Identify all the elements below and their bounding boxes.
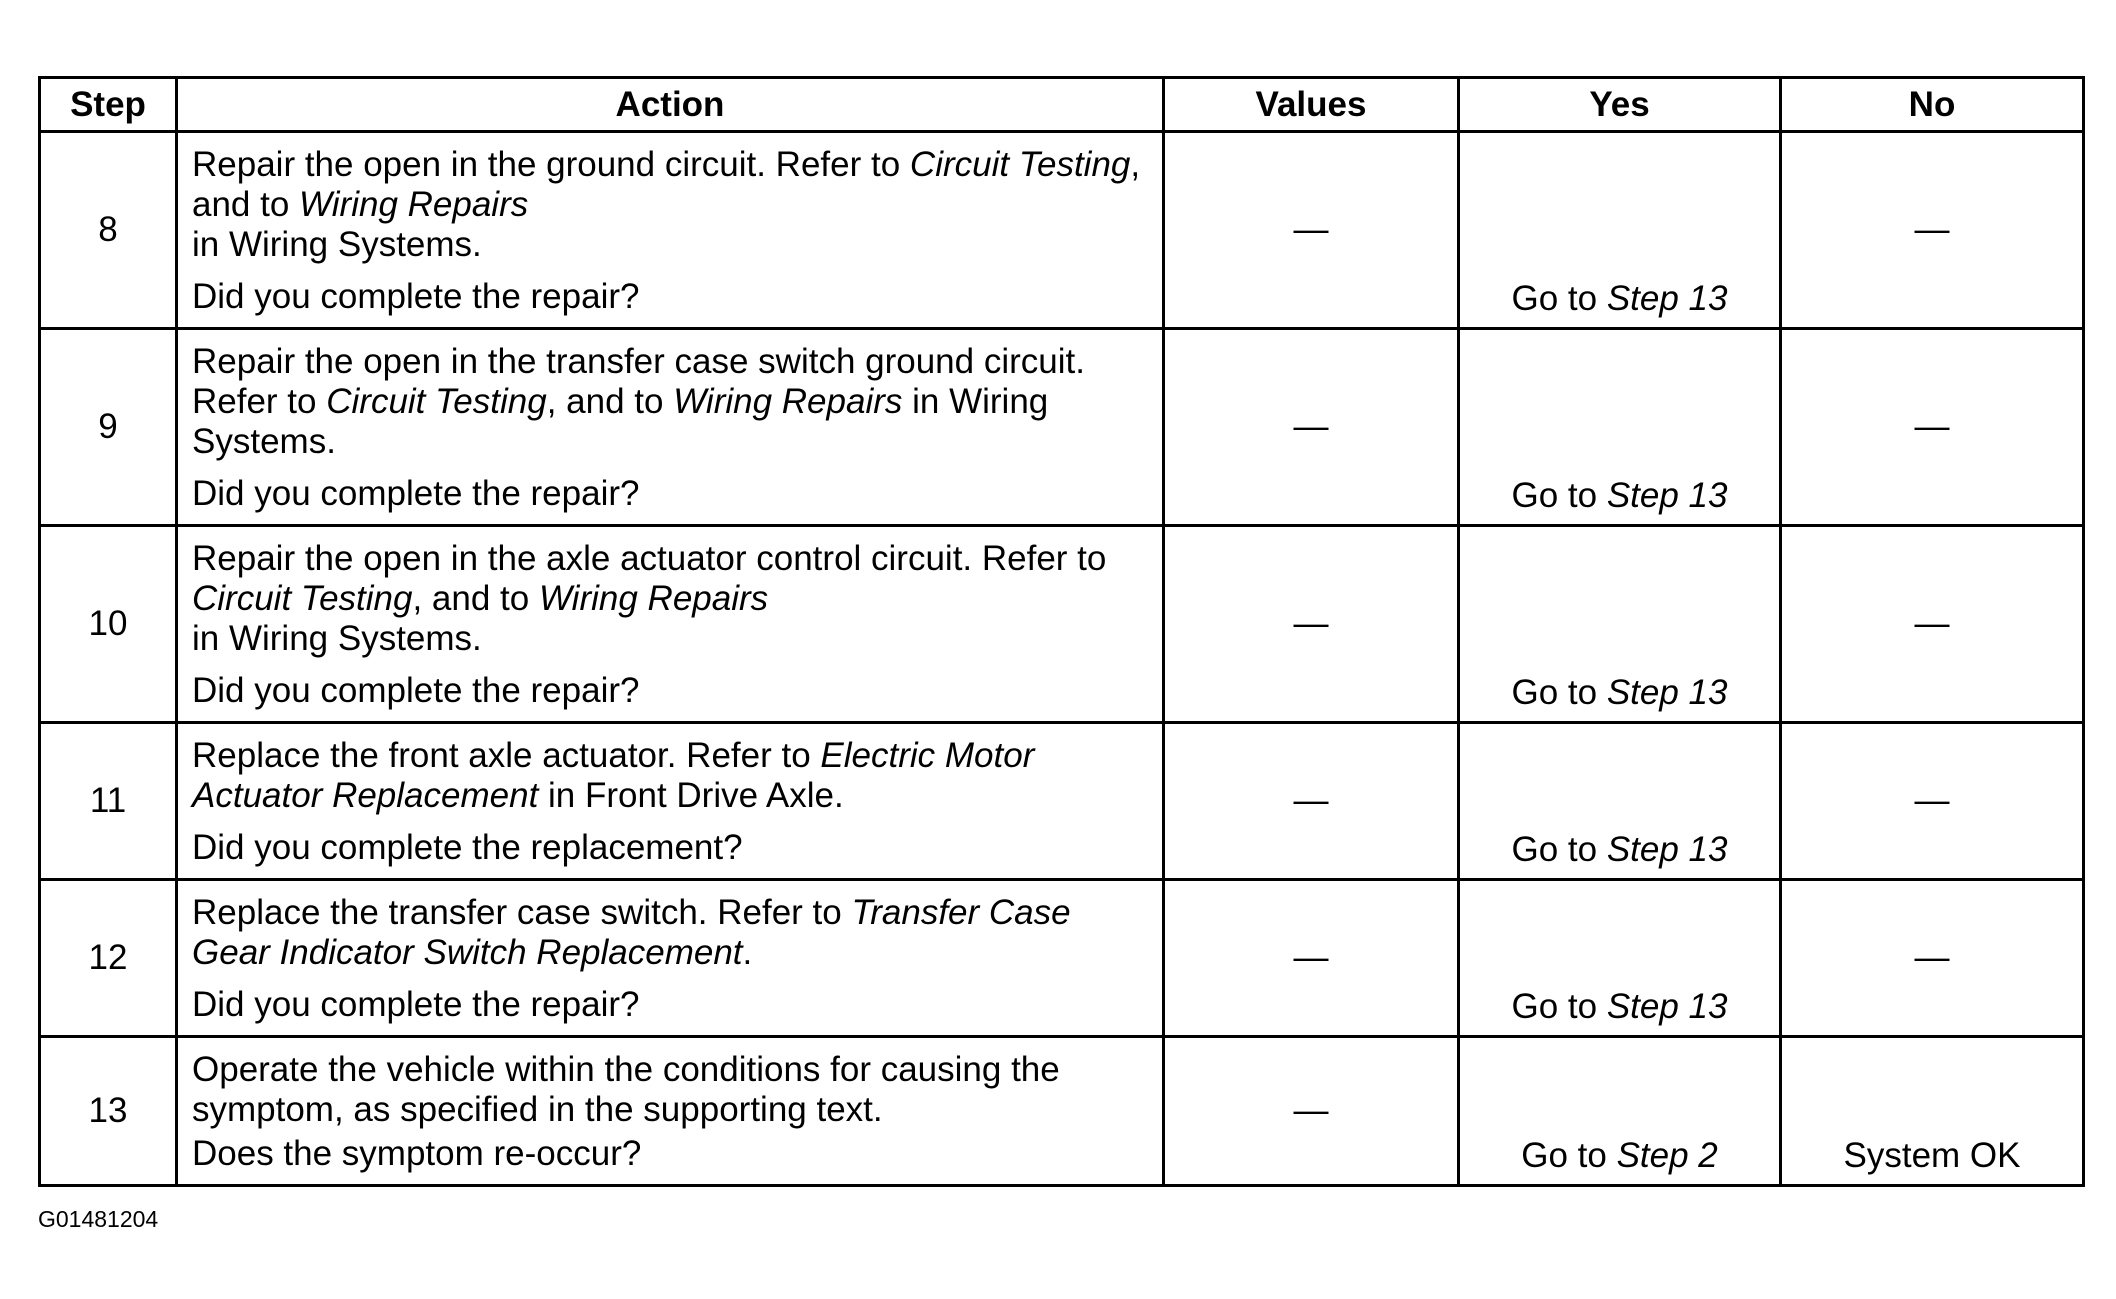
yes-cell	[1459, 1037, 1781, 1186]
yes-cell	[1459, 132, 1781, 329]
table-body	[40, 132, 2084, 1186]
header-values: Values	[1164, 78, 1459, 132]
values-cell: —	[1164, 723, 1459, 880]
yes-step-ref: Step 13	[1606, 279, 1728, 318]
action-cell	[177, 880, 1164, 1037]
values-cell: —	[1164, 526, 1459, 723]
yes-prefix: Go to	[1511, 830, 1607, 869]
action-question: Did you complete the repair?	[192, 671, 640, 710]
action-cell	[177, 723, 1164, 880]
header-yes: Yes	[1459, 78, 1781, 132]
reference-link-text: Wiring Repairs	[299, 185, 529, 224]
action-cell	[177, 1037, 1164, 1186]
no-cell: —	[1781, 526, 2084, 723]
yes-step-ref: Step 13	[1606, 987, 1728, 1026]
values-cell: —	[1164, 880, 1459, 1037]
table-row	[40, 329, 2084, 526]
action-cell	[177, 329, 1164, 526]
action-question: Did you complete the repair?	[192, 985, 640, 1024]
action-text: Repair the open in the ground circuit. Refer to Circuit Testing, and to Wiring Repairs in Wiring Systems.	[192, 145, 1141, 264]
yes-cell	[1459, 880, 1781, 1037]
action-text: Replace the front axle actuator. Refer to Electric Motor Actuator Replacement in Front Drive Axle.	[192, 736, 1035, 815]
step-number: 12	[40, 880, 177, 1037]
yes-cell	[1459, 329, 1781, 526]
action-text: Operate the vehicle within the conditions for causing the symptom, as specified in the supporting text.	[192, 1050, 1060, 1129]
reference-link-text: Circuit Testing	[326, 382, 547, 421]
action-question: Did you complete the repair?	[192, 277, 640, 316]
reference-link-text: Electric Motor Actuator Replacement	[192, 736, 1035, 815]
step-number: 8	[40, 132, 177, 329]
step-number: 10	[40, 526, 177, 723]
step-number: 13	[40, 1037, 177, 1186]
yes-step-ref: Step 13	[1606, 830, 1728, 869]
yes-prefix: Go to	[1511, 673, 1607, 712]
yes-prefix: Go to	[1511, 279, 1607, 318]
yes-step-ref: Step 13	[1606, 476, 1728, 515]
no-cell: —	[1781, 880, 2084, 1037]
table-row	[40, 526, 2084, 723]
yes-step-ref: Step 2	[1616, 1136, 1718, 1175]
no-cell: —	[1781, 723, 2084, 880]
yes-cell	[1459, 526, 1781, 723]
step-number: 11	[40, 723, 177, 880]
header-action: Action	[177, 78, 1164, 132]
no-cell: —	[1781, 132, 2084, 329]
header-step: Step	[40, 78, 177, 132]
no-cell: System OK	[1781, 1037, 2084, 1186]
header-no: No	[1781, 78, 2084, 132]
action-question: Did you complete the repair?	[192, 474, 640, 513]
action-cell	[177, 526, 1164, 723]
table-row	[40, 1037, 2084, 1186]
action-question: Does the symptom re-occur?	[192, 1134, 642, 1173]
yes-cell	[1459, 723, 1781, 880]
table-header-row	[40, 78, 2084, 132]
action-text: Repair the open in the transfer case switch ground circuit. Refer to Circuit Testing, and to Wiring Repairs in Wiring Systems.	[192, 342, 1085, 461]
reference-link-text: Transfer Case Gear Indicator Switch Replacement	[192, 893, 1071, 972]
yes-prefix: Go to	[1511, 476, 1607, 515]
table-row	[40, 723, 2084, 880]
yes-prefix: Go to	[1511, 987, 1607, 1026]
action-text: Replace the transfer case switch. Refer to Transfer Case Gear Indicator Switch Replacement.	[192, 893, 1071, 972]
values-cell: —	[1164, 132, 1459, 329]
table-row	[40, 880, 2084, 1037]
reference-link-text: Wiring Repairs	[673, 382, 903, 421]
step-number: 9	[40, 329, 177, 526]
action-cell	[177, 132, 1164, 329]
values-cell: —	[1164, 329, 1459, 526]
yes-step-ref: Step 13	[1606, 673, 1728, 712]
no-cell: —	[1781, 329, 2084, 526]
table-row	[40, 132, 2084, 329]
reference-link-text: Circuit Testing	[192, 579, 413, 618]
diagnostic-table	[38, 76, 2085, 1187]
yes-prefix: Go to	[1521, 1136, 1617, 1175]
action-question: Did you complete the replacement?	[192, 828, 743, 867]
reference-link-text: Circuit Testing	[909, 145, 1131, 184]
reference-link-text: Wiring Repairs	[538, 579, 769, 618]
values-cell: —	[1164, 1037, 1459, 1186]
action-text: Repair the open in the axle actuator control circuit. Refer to Circuit Testing, and to Wiring Repairs in Wiring Systems.	[192, 539, 1107, 658]
figure-id: G01481204	[38, 1206, 159, 1232]
